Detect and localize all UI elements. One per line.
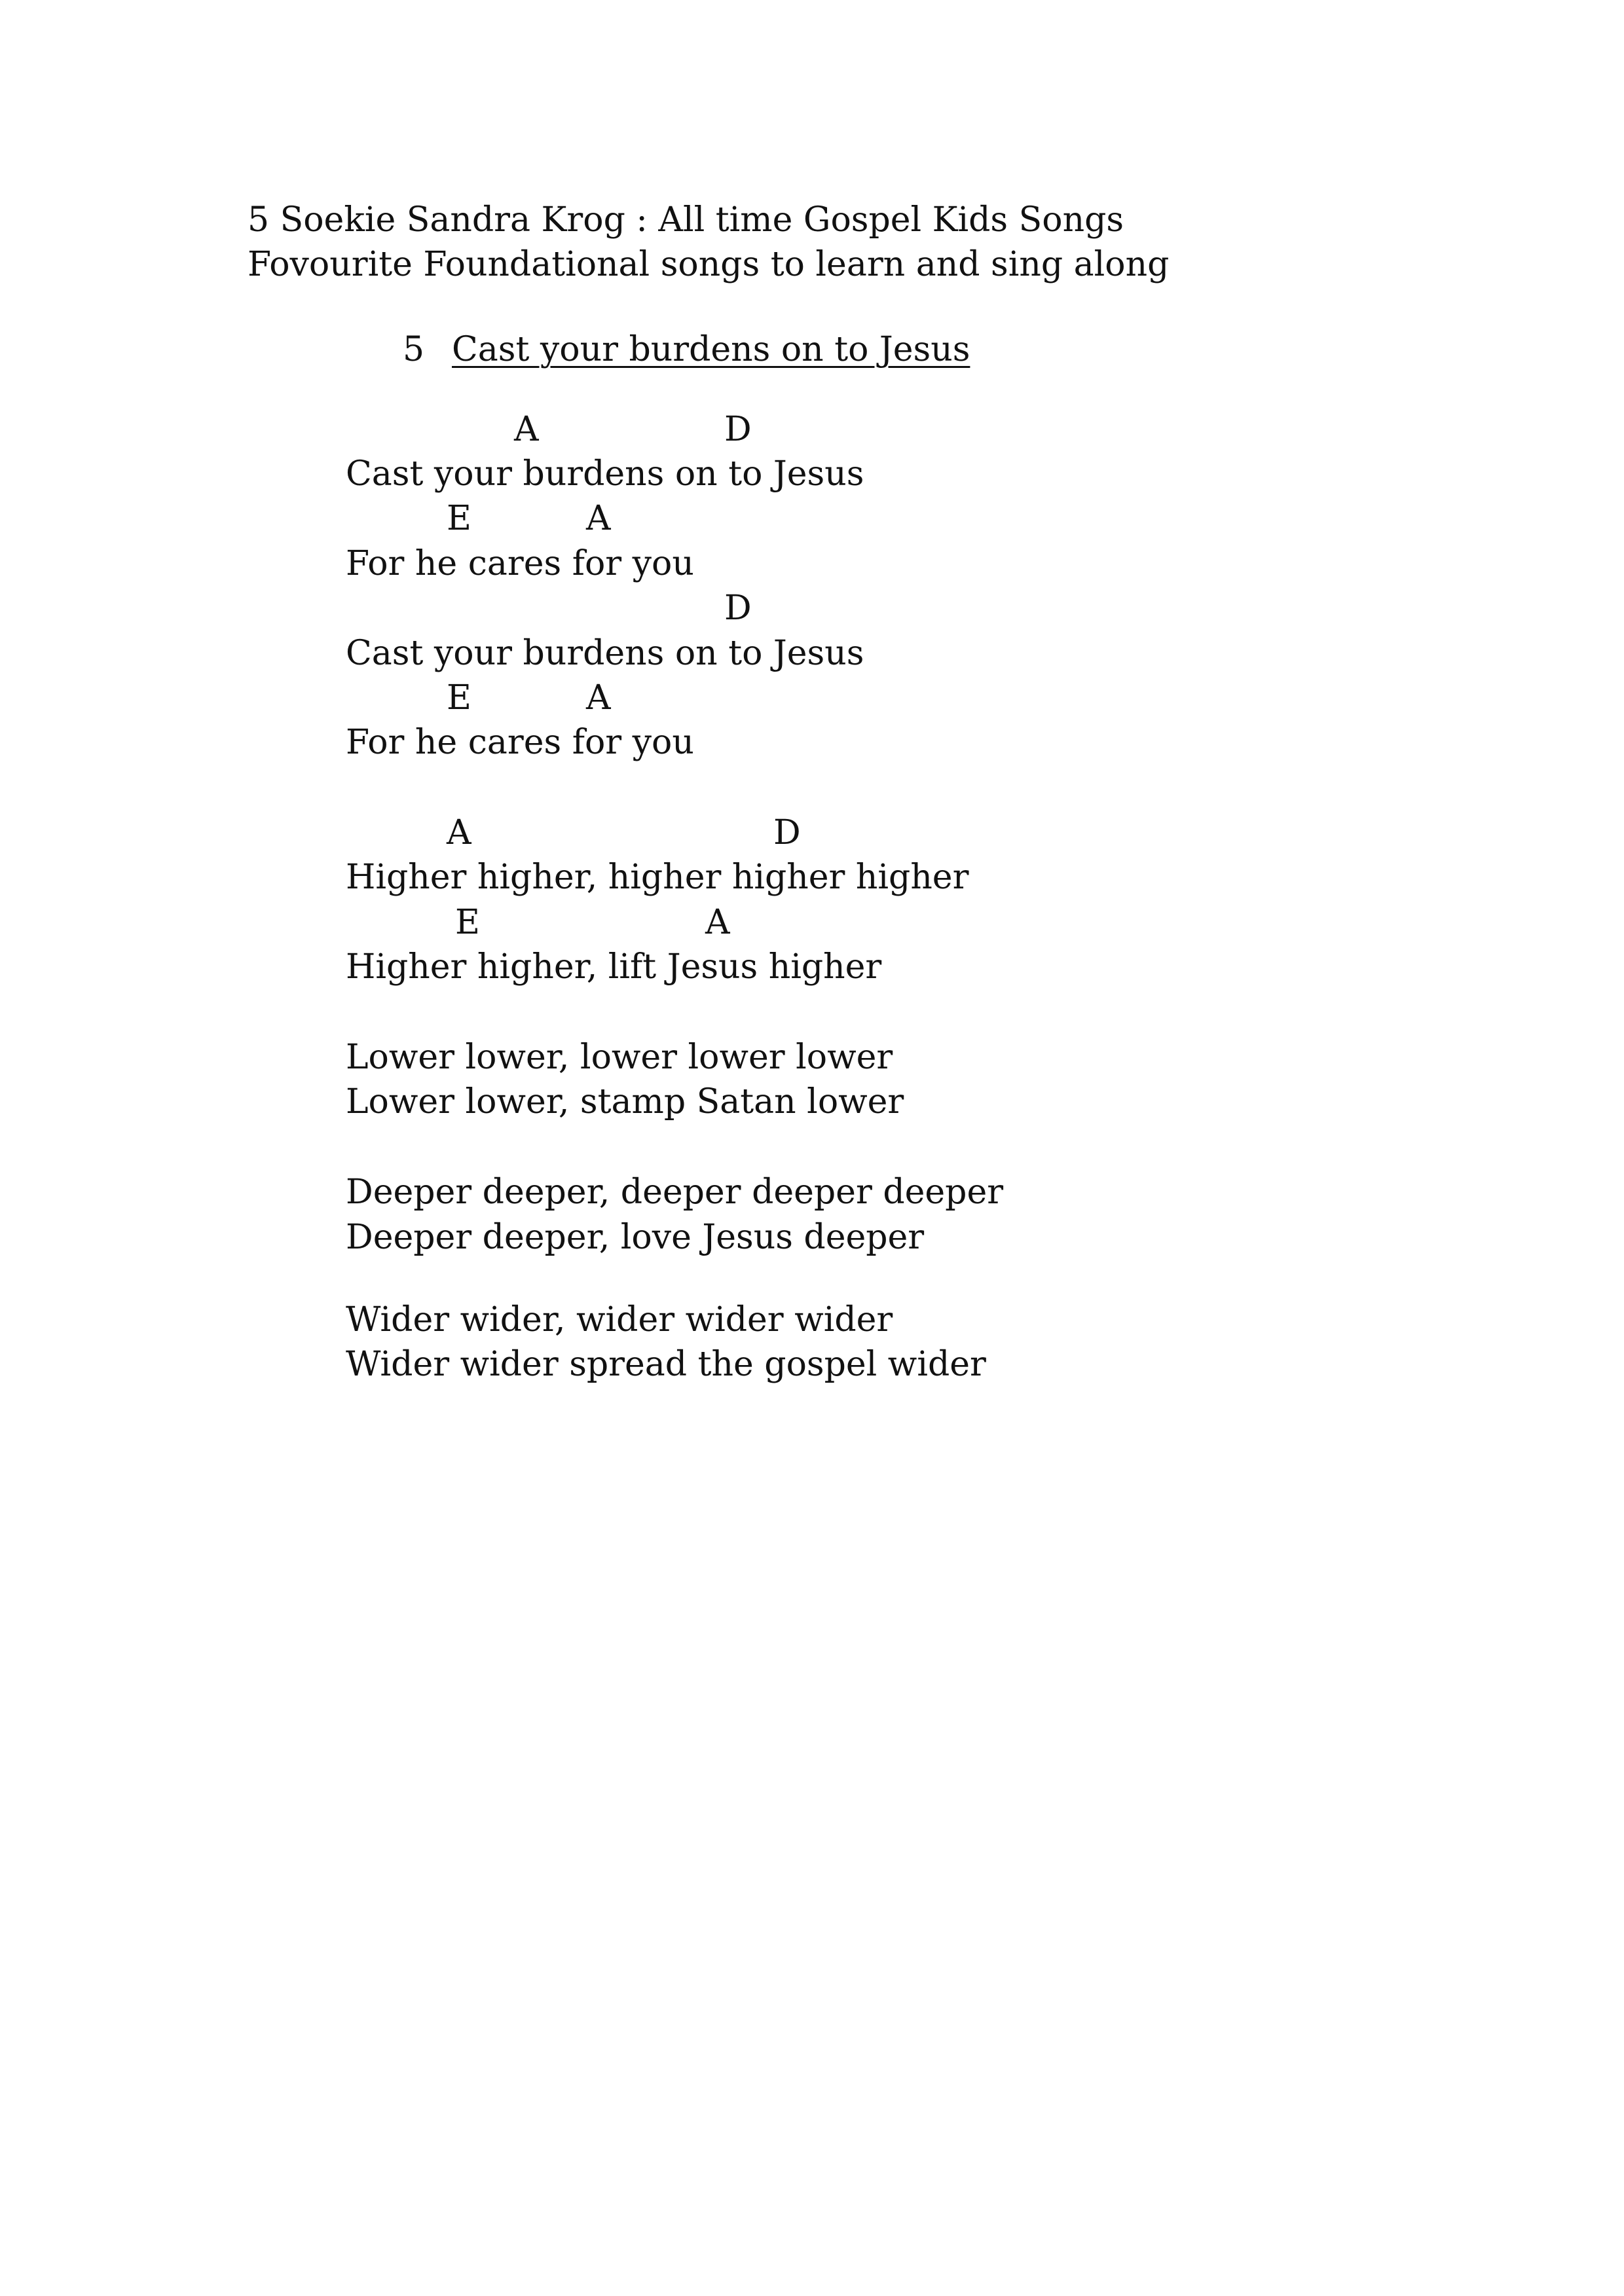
lyric-line: Lower lower, lower lower lower — [346, 1038, 893, 1077]
lyric-line: Wider wider spread the gospel wider — [346, 1345, 986, 1384]
song-number: 5 — [403, 330, 425, 369]
lyric-line: For he cares for you — [346, 723, 694, 762]
header-line-1: 5 Soekie Sandra Krog : All time Gospel Kids Songs — [248, 200, 1124, 240]
chord-E: E — [455, 903, 480, 942]
lyric-line: Deeper deeper, love Jesus deeper — [346, 1218, 925, 1257]
lyric-line: Wider wider, wider wider wider — [346, 1300, 893, 1339]
lyric-line: Lower lower, stamp Satan lower — [346, 1082, 904, 1121]
chord-A: A — [705, 903, 730, 942]
chord-A: A — [447, 813, 471, 852]
chord-E: E — [447, 678, 471, 718]
chord-A: A — [586, 678, 611, 718]
chord-A: A — [514, 410, 539, 449]
chord-D: D — [724, 589, 752, 628]
lyric-line: Higher higher, higher higher higher — [346, 858, 969, 897]
lyric-line: For he cares for you — [346, 544, 694, 583]
chord-D: D — [724, 410, 752, 449]
header-line-2: Fovourite Foundational songs to learn and sing along — [248, 245, 1170, 284]
chord-E: E — [447, 499, 471, 538]
lyric-line: Cast your burdens on to Jesus — [346, 634, 864, 673]
chord-A: A — [586, 499, 611, 538]
chord-D: D — [773, 813, 801, 852]
song-title: Cast your burdens on to Jesus — [452, 330, 970, 369]
lyric-line: Higher higher, lift Jesus higher — [346, 947, 882, 987]
lyric-line: Deeper deeper, deeper deeper deeper — [346, 1173, 1004, 1212]
lyric-line: Cast your burdens on to Jesus — [346, 454, 864, 494]
